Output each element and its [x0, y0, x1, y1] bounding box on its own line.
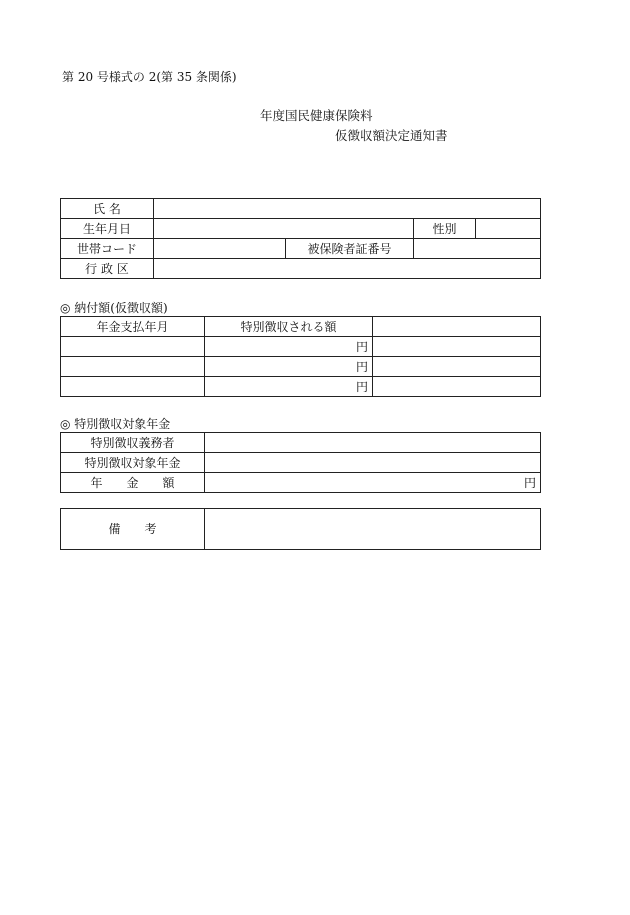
payment-section-heading: ◎ 納付額(仮徴収額) [60, 301, 168, 315]
remarks-label: 備 考 [61, 509, 205, 550]
household-row [61, 239, 541, 259]
target-pension-row [61, 453, 541, 473]
target-pension-label: 特別徴収対象年金 [61, 453, 205, 473]
insured-number-label: 被保険者証番号 [286, 239, 414, 259]
payment-month-header: 年金支払年月 [61, 317, 205, 337]
table-row [61, 357, 541, 377]
remarks-table [60, 508, 541, 550]
payment-month-cell[interactable] [61, 377, 205, 397]
payment-blank-header [373, 317, 541, 337]
name-field[interactable] [154, 199, 541, 219]
payment-amount-cell[interactable]: 円 [205, 337, 373, 357]
payment-header-row [61, 317, 541, 337]
birthdate-label: 生年月日 [61, 219, 154, 239]
form-number: 第 20 号様式の 2(第 35 条関係) [62, 70, 237, 84]
pension-table [60, 432, 541, 493]
obligor-label: 特別徴収義務者 [61, 433, 205, 453]
birthdate-row [61, 219, 541, 239]
household-code-label: 世帯コード [61, 239, 154, 259]
remarks-field[interactable] [205, 509, 541, 550]
district-row [61, 259, 541, 279]
payment-blank-cell[interactable] [373, 377, 541, 397]
document-title-line2: 仮徴収額決定通知書 [335, 128, 448, 143]
document-title-line1: 年度国民健康保険料 [260, 108, 373, 123]
birthdate-field[interactable] [154, 219, 414, 239]
payment-blank-cell[interactable] [373, 357, 541, 377]
payment-amount-cell[interactable]: 円 [205, 357, 373, 377]
payment-table [60, 316, 541, 397]
pension-amount-field[interactable]: 円 [205, 473, 541, 493]
obligor-row [61, 433, 541, 453]
name-label: 氏 名 [61, 199, 154, 219]
payment-blank-cell[interactable] [373, 337, 541, 357]
remarks-row [61, 509, 541, 550]
district-label: 行 政 区 [61, 259, 154, 279]
table-row [61, 337, 541, 357]
pension-amount-row [61, 473, 541, 493]
target-pension-field[interactable] [205, 453, 541, 473]
pension-section-heading: ◎ 特別徴収対象年金 [60, 417, 171, 431]
insured-number-field[interactable] [414, 239, 541, 259]
name-row [61, 199, 541, 219]
gender-label: 性別 [414, 219, 476, 239]
household-code-field[interactable] [154, 239, 286, 259]
payment-amount-header: 特別徴収される額 [205, 317, 373, 337]
personal-info-table [60, 198, 541, 279]
payment-month-cell[interactable] [61, 337, 205, 357]
payment-month-cell[interactable] [61, 357, 205, 377]
table-row [61, 377, 541, 397]
payment-amount-cell[interactable]: 円 [205, 377, 373, 397]
obligor-field[interactable] [205, 433, 541, 453]
pension-amount-label: 年 金 額 [61, 473, 205, 493]
district-field[interactable] [154, 259, 541, 279]
gender-field[interactable] [476, 219, 541, 239]
